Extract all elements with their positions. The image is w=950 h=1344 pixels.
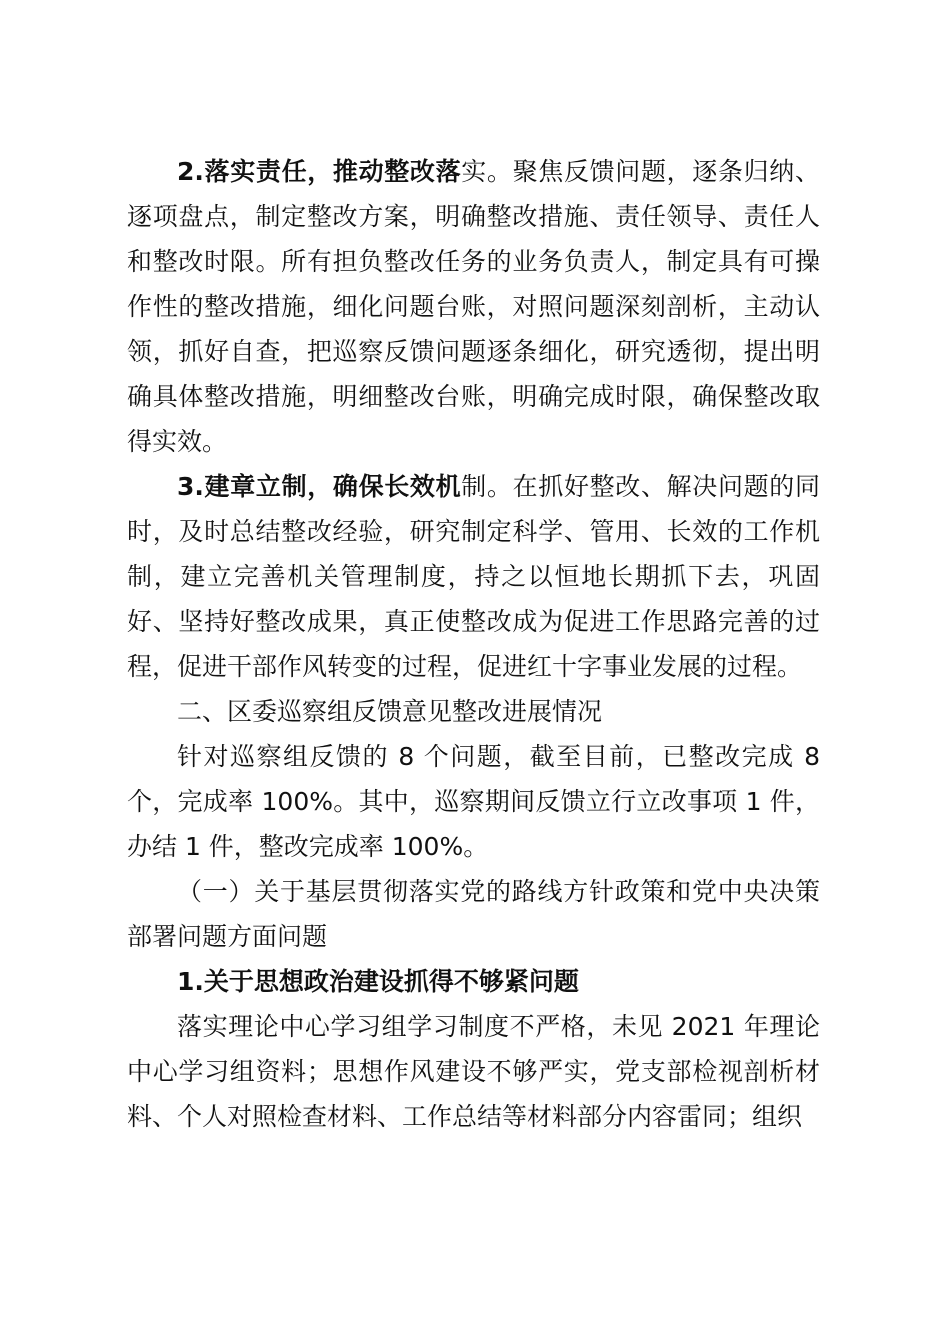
paragraph-text: 二、区委巡察组反馈意见整改进展情况 xyxy=(177,697,603,726)
paragraph-summary xyxy=(127,734,820,869)
paragraph-heading: 3.建章立制，确保长效机 xyxy=(177,472,462,501)
paragraph-heading: 1.关于思想政治建设抓得不够紧问题 xyxy=(177,967,579,996)
subsection-heading-one xyxy=(127,869,820,959)
paragraph-text: 实。聚焦反馈问题，逐条归纳、逐项盘点，制定整改方案，明确整改措施、责任领导、责任人和整改时限。所有担负整改任务的业务负责人，制定具有可操作性的整改措施，细化问题台账，对照问题深刻剖析，主动认领，抓好自查，把巡察反馈问题逐条细化，研究透彻，提出明确具体整改措施，明细整改台账，明确完成时限，确保整改取得实效。 xyxy=(127,157,820,456)
paragraph-responsibility xyxy=(127,149,820,464)
section-heading-progress xyxy=(127,689,820,734)
paragraph-text: 落实理论中心学习组学习制度不严格，未见 2021 年理论中心学习组资料；思想作风建设不够严实，党支部检视剖析材料、个人对照检查材料、工作总结等材料部分内容雷同；组织 xyxy=(127,1012,820,1131)
document-page xyxy=(127,149,820,1139)
item-heading-ideology xyxy=(127,959,820,1004)
paragraph-text: 制。在抓好整改、解决问题的同时，及时总结整改经验，研究制定科学、管用、长效的工作机制，建立完善机关管理制度，持之以恒地长期抓下去，巩固好、坚持好整改成果，真正使整改成为促进工作思路完善的过程，促进干部作风转变的过程，促进红十字事业发展的过程。 xyxy=(127,472,820,681)
paragraph-text: 针对巡察组反馈的 8 个问题，截至目前，已整改完成 8 个，完成率 100%。其中，巡察期间反馈立行立改事项 1 件，办结 1 件，整改完成率 100%。 xyxy=(127,742,820,861)
paragraph-text: （一）关于基层贯彻落实党的路线方针政策和党中央决策部署问题方面问题 xyxy=(127,877,820,951)
paragraph-issue-detail xyxy=(127,1004,820,1139)
paragraph-mechanism xyxy=(127,464,820,689)
paragraph-heading: 2.落实责任，推动整改落 xyxy=(177,157,462,186)
